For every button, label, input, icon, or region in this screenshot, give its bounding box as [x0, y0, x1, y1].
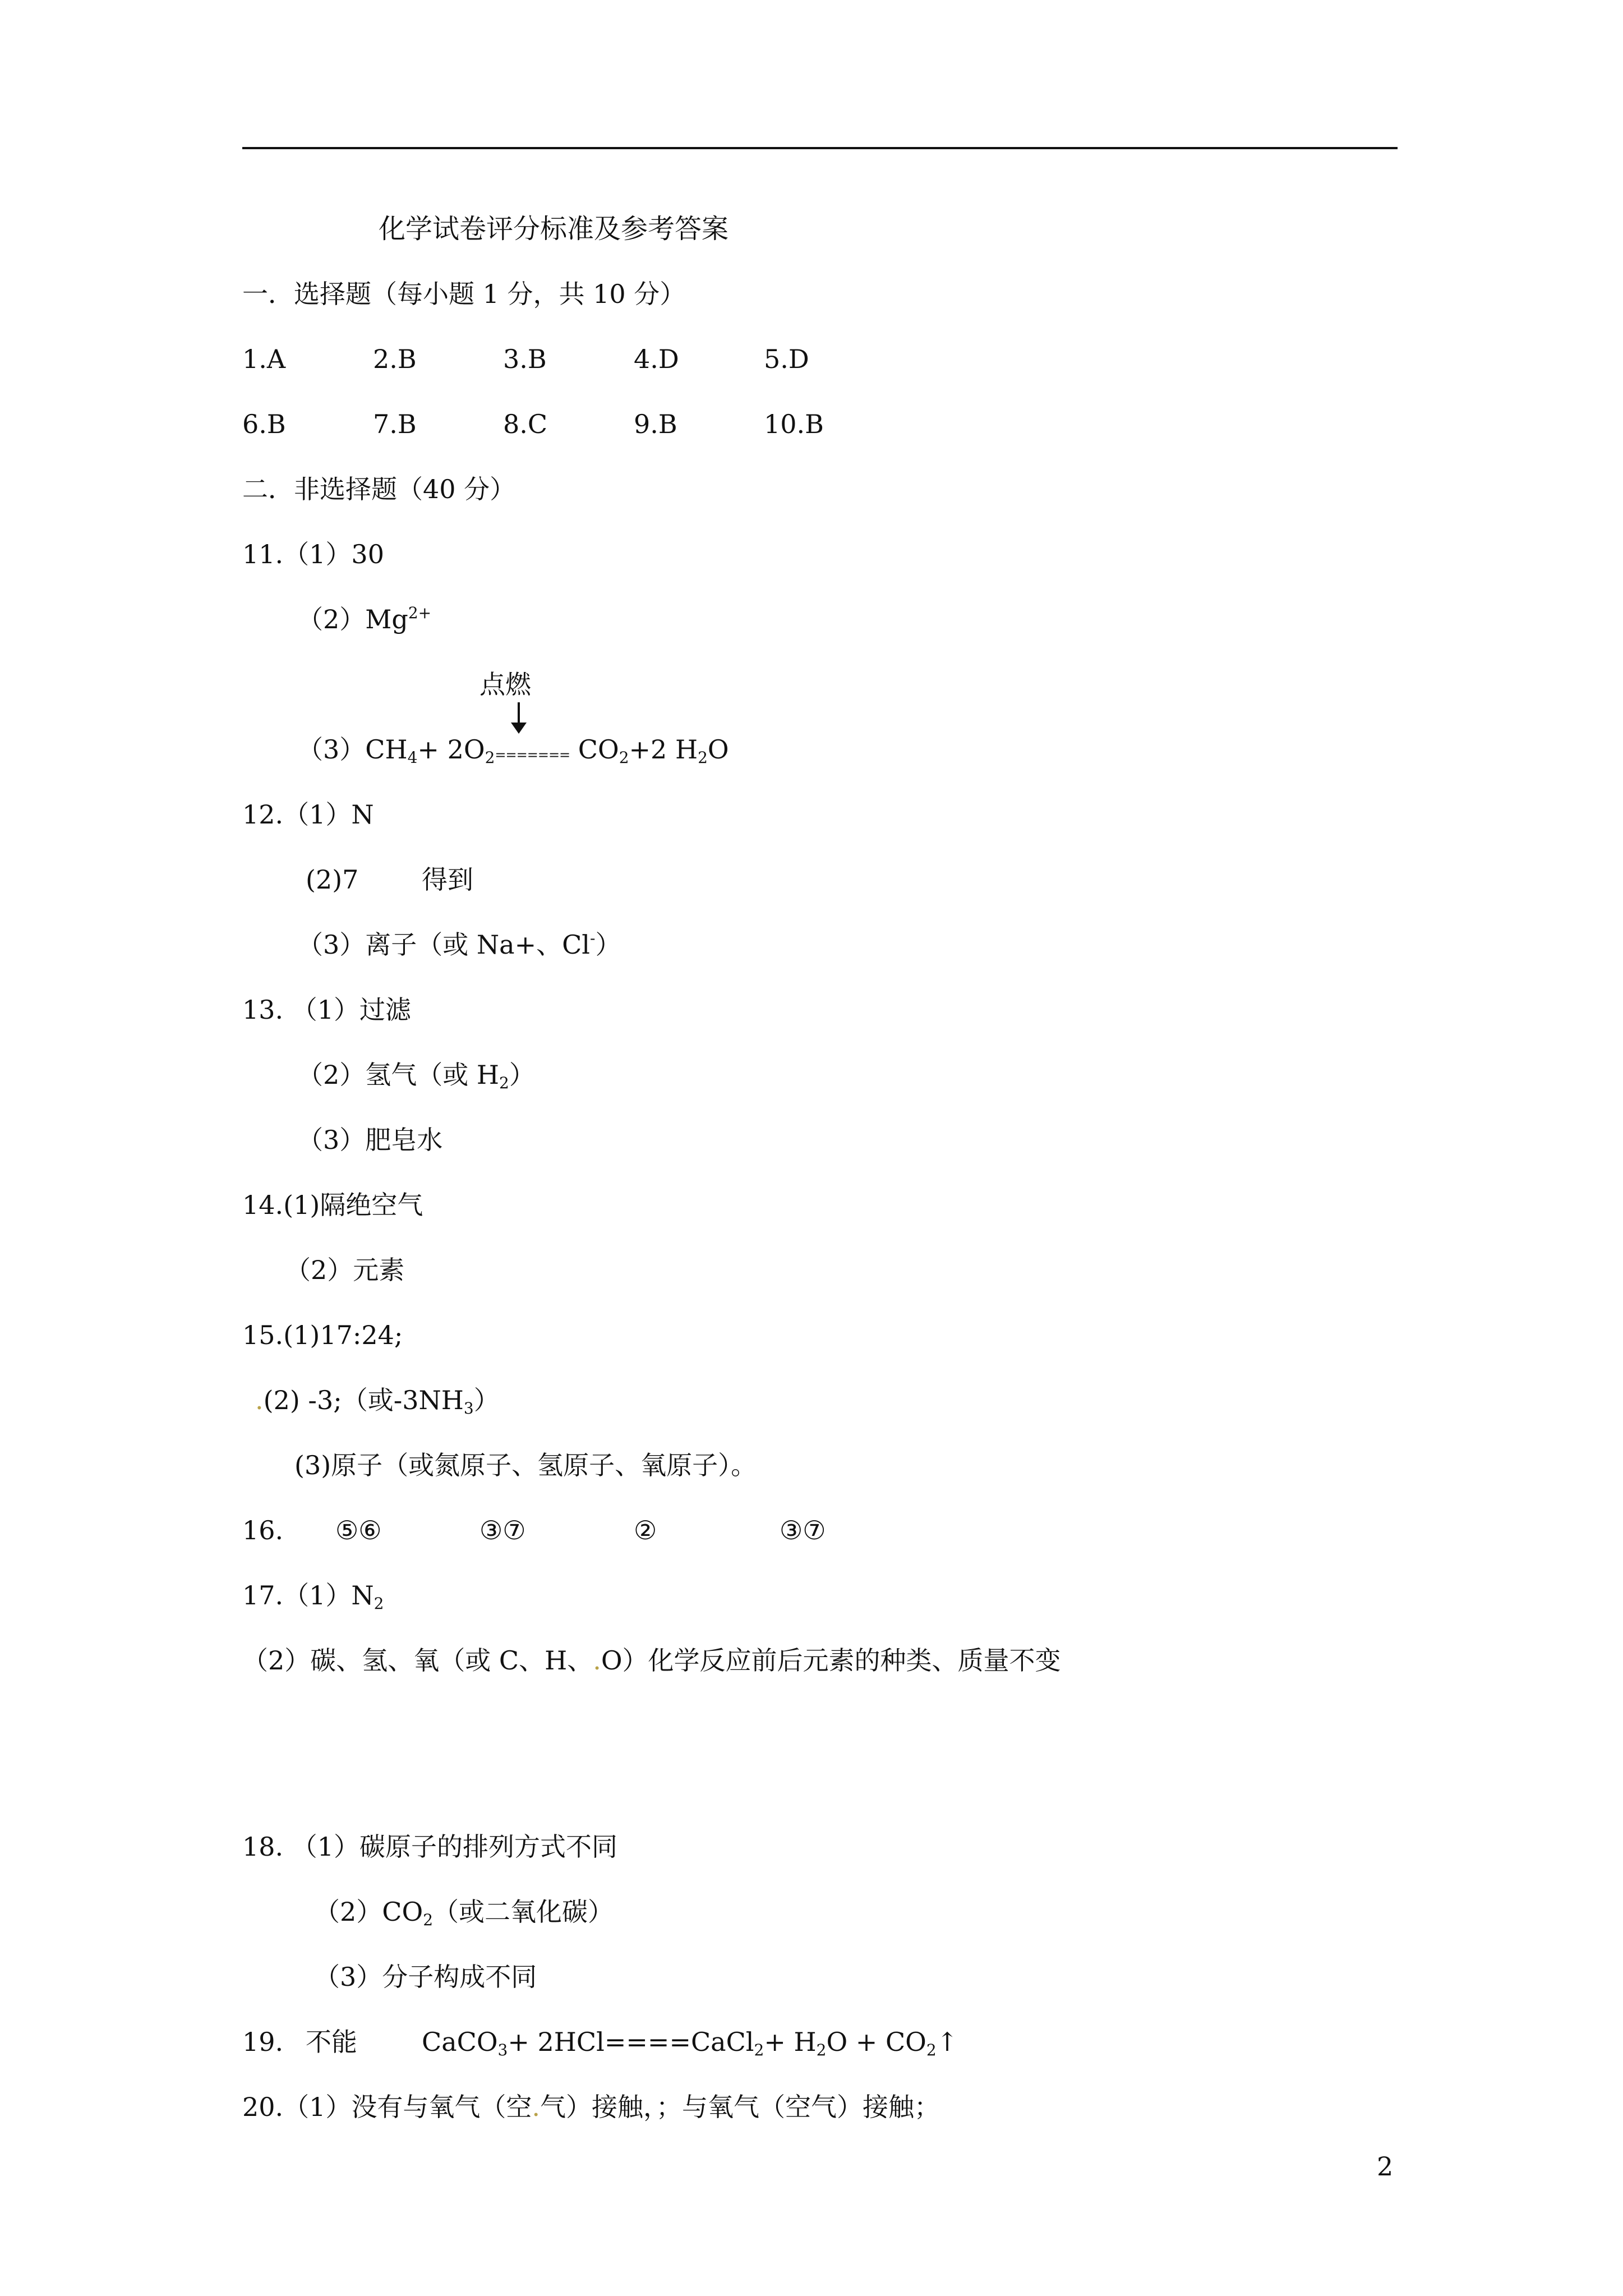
q18-part1: 18. （1）碳原子的排列方式不同 — [242, 1832, 618, 1862]
q16-number: 16. — [242, 1515, 284, 1545]
q15-part2: .(2) -3;（或$-3NH_3$） — [255, 1385, 500, 1418]
q14-part1: 14.(1)隔绝空气 — [242, 1190, 423, 1220]
q13-part1: 13. （1）过滤 — [242, 995, 412, 1025]
section-1-label: 一．选择题（每小题 1 分，共 10 分） — [242, 279, 686, 309]
choice-answer: 8.C — [503, 409, 548, 439]
choice-answer: 7.B — [373, 409, 417, 439]
q11-part3-equation: $(3)CH_4+ 2O_2======= CO_2+2$ $H_2O$ — [297, 734, 729, 767]
q12-part2: (2)7 — [306, 864, 359, 895]
q13-part2: （2）氢气（或 $H_2$） — [297, 1060, 535, 1092]
gas-up-arrow-icon: ↑ — [936, 2027, 958, 2057]
q17-part2: （2）碳、氢、氧（或 C、H、.O）化学反应前后元素的种类、质量不变 — [242, 1645, 1061, 1676]
q16-answer-d: ③⑦ — [780, 1515, 826, 1545]
q20-part1: 20.（1）没有与氧气（空.气）接触，；与氧气（空气）接触； — [242, 2092, 940, 2122]
q16-answer-c: ② — [634, 1515, 657, 1545]
q19-equation: CaCO$_3$+ 2HCl====CaCl$_2$+ $H_2O$ + $CO_2↑$ — [422, 2025, 958, 2059]
page-number: 2 — [1377, 2151, 1394, 2182]
q18-part3: （3）分子构成不同 — [314, 1962, 537, 1992]
q19-number: 19. — [242, 2027, 284, 2057]
q11-part2: $(2)Mg^{2+}$ — [297, 604, 432, 634]
q16-answer-b: ③⑦ — [479, 1515, 526, 1545]
q18-part2: $(2)CO_2$（或二氧化碳） — [314, 1897, 614, 1929]
down-arrow-icon — [508, 701, 530, 735]
q12-part1: 12.（1）N — [242, 799, 374, 830]
q19-answer: 不能 — [306, 2027, 357, 2057]
q16-answer-a: ⑤⑥ — [335, 1515, 382, 1545]
choice-answer: 3.B — [503, 344, 547, 374]
q11-condition: 点燃 — [479, 669, 531, 700]
choice-answer: 4.D — [634, 344, 679, 374]
q17-part1: $17.(1)N_2$ — [242, 1580, 384, 1613]
choice-answer: 9.B — [634, 409, 677, 439]
page-title: 化学试卷评分标准及参考答案 — [379, 213, 729, 245]
choice-answer: 2.B — [373, 344, 417, 374]
q13-part3: （3）肥皂水 — [297, 1125, 443, 1155]
q15-part1: 15.(1)17:24; — [242, 1320, 403, 1350]
q11-part1: 11.（1）30 — [242, 539, 384, 569]
choice-answer: 6.B — [242, 409, 286, 439]
choice-answer: 10.B — [764, 409, 824, 439]
section-2-label: 二．非选择题（40 分） — [242, 474, 516, 504]
q12-part3: （3）离子（或 Na+、Cl-） — [297, 929, 621, 960]
q15-part3: (3)原子（或氮原子、氢原子、氧原子）。 — [294, 1450, 757, 1480]
choice-answer: 5.D — [764, 344, 809, 374]
header-rule — [242, 147, 1398, 149]
q12-part2-answer: 得到 — [422, 864, 473, 895]
choice-answer: 1.A — [242, 344, 286, 374]
q14-part2: （2）元素 — [285, 1255, 405, 1285]
